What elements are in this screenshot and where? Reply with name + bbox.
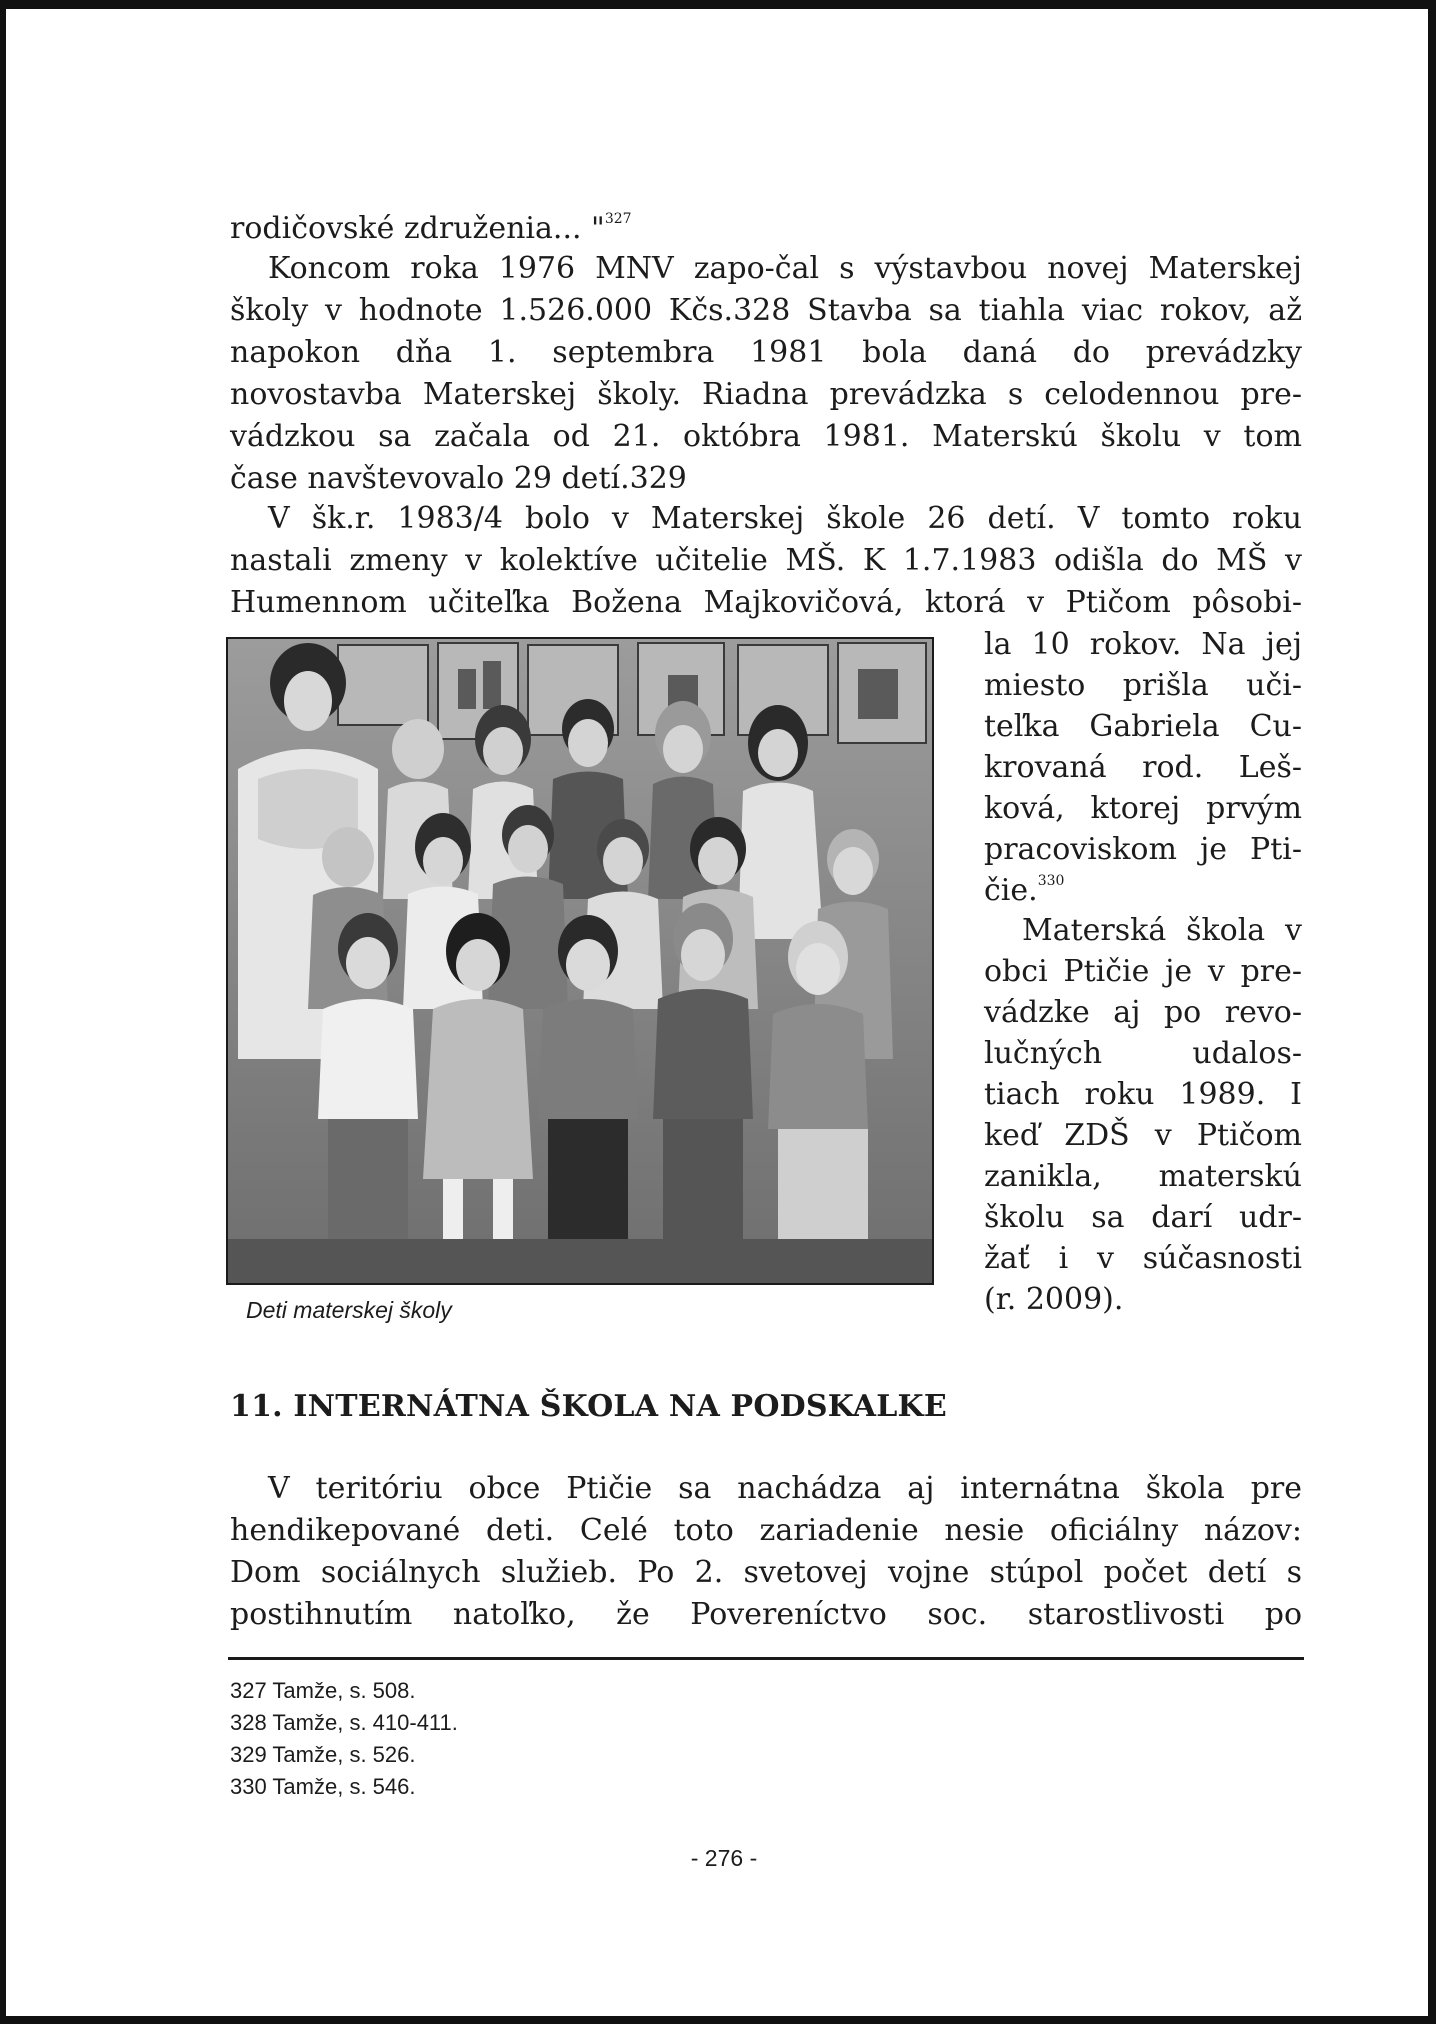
text-line [984,748,1302,788]
text-line-content: teľka Gabriela Cu- [984,709,1302,744]
text-line-content: lučných udalos- [984,1036,1302,1071]
text-line [984,1280,1302,1320]
text-line-content: krovaná rod. Leš- [984,750,1302,785]
text-line-content: školy v hodnote 1.526.000 Kčs.328 Stavba sa tiahla viac rokov, až [230,293,1302,328]
text-line [230,333,1302,373]
text-line [984,1034,1302,1074]
text-line [984,666,1302,706]
text-line [984,789,1302,829]
text-line-content: zanikla, materskú [984,1159,1302,1194]
text-line-content: napokon dňa 1. septembra 1981 bola daná do prevádzky [230,335,1302,370]
text-line [984,1157,1302,1197]
section-heading: 11. INTERNÁTNA ŠKOLA NA PODSKALKE [230,1389,947,1424]
text-line [984,1116,1302,1156]
text-line [984,625,1302,665]
text-line-content: Koncom roka 1976 MNV zapo-čal s výstavbou novej Materskej [268,251,1302,286]
text-line-content: čie. [984,873,1038,908]
text-line-content: V šk.r. 1983/4 bolo v Materskej škole 26 detí. V tomto roku [268,501,1302,536]
text-line-content: pracoviskom je Pti- [984,832,1302,867]
text-line-content: rodičovské združenia... " [230,211,605,246]
text-line-content: žať i v súčasnosti [984,1241,1302,1276]
footnote-reference: 330 [1037,873,1065,889]
footnote: 330 Tamže, s. 546. [230,1774,416,1799]
text-line-content: vádzke aj po revo- [984,995,1302,1030]
text-line [984,707,1302,747]
text-line [230,1511,1302,1551]
footnote: 329 Tamže, s. 526. [230,1742,416,1767]
text-line-content: (r. 2009). [984,1282,1124,1317]
text-line-content: keď ZDŠ v Ptičom [984,1118,1302,1153]
text-line [230,1553,1302,1593]
footnote: 327 Tamže, s. 508. [230,1678,416,1703]
text-line [984,830,1302,870]
text-line-content: tiach roku 1989. I [984,1077,1302,1112]
photo-image [228,639,932,1283]
footnote: 328 Tamže, s. 410-411. [230,1710,458,1735]
text-line-content: hendikepované deti. Celé toto zariadenie nesie oficiálny názov: [230,1513,1302,1548]
text-line-content: Humennom učiteľka Božena Majkovičová, ktorá v Ptičom pôsobi- [230,585,1302,620]
text-line [230,541,1302,581]
text-line [984,1198,1302,1238]
text-line [230,583,1302,623]
text-line [230,375,1302,415]
text-line-content: vádzkou sa začala od 21. októbra 1981. Materskú školu v tom [230,419,1302,454]
text-line [984,993,1302,1033]
text-line-content: obci Ptičie je v pre- [984,954,1302,989]
text-line [984,952,1302,992]
text-line [230,417,1302,457]
text-line [268,249,1302,289]
text-line [230,209,1302,249]
text-line-content: Materská škola v [1022,913,1302,948]
text-line-content: postihnutím natoľko, že Povereníctvo soc. starostlivosti po [230,1597,1302,1632]
text-line [230,1595,1302,1635]
footnote-separator [228,1657,1304,1660]
text-line-content: ková, ktorej prvým [984,791,1302,826]
text-line-content: školu sa darí udr- [984,1200,1302,1235]
text-line [268,1469,1302,1509]
text-line [984,1239,1302,1279]
photo-caption: Deti materskej školy [246,1297,452,1323]
text-line-content: V teritóriu obce Ptičie sa nachádza aj internátna škola pre [268,1471,1302,1506]
footnote-reference: 327 [604,211,632,227]
text-line [1022,911,1302,951]
text-line-content: la 10 rokov. Na jej [984,627,1302,662]
kindergarten-photo [226,637,934,1285]
text-line [984,871,1302,911]
text-line [984,1075,1302,1115]
text-line-content: čase navštevovalo 29 detí.329 [230,461,687,496]
text-line [268,499,1302,539]
text-line [230,291,1302,331]
text-line-content: novostavba Materskej školy. Riadna prevádzka s celodennou pre- [230,377,1302,412]
page-number: - 276 - [690,1845,758,1871]
text-line-content: miesto prišla uči- [984,668,1302,703]
text-line-content: Dom sociálnych služieb. Po 2. svetovej vojne stúpol počet detí s [230,1555,1302,1590]
text-line-content: nastali zmeny v kolektíve učitelie MŠ. K 1.7.1983 odišla do MŠ v [230,543,1302,578]
text-line [230,459,1302,499]
